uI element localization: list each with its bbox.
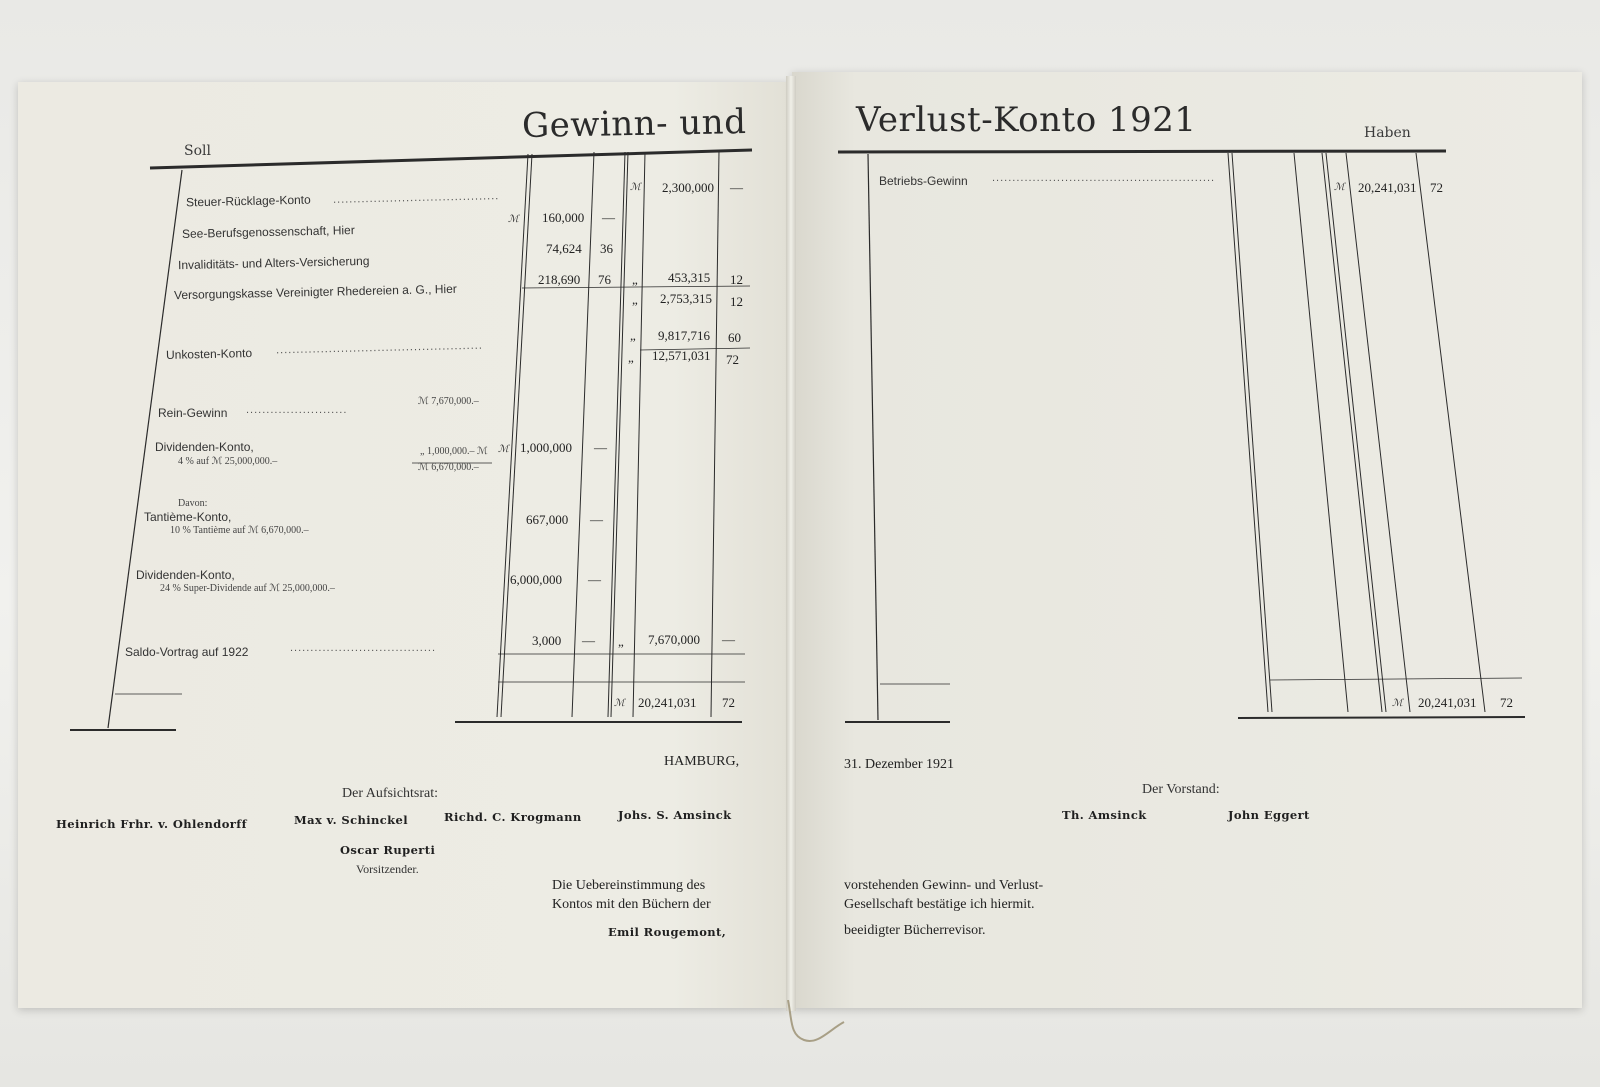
entry-invalid: Invaliditäts- und Alters-Versicherung: [177, 253, 370, 273]
cents-versorgung-sum: 12: [730, 272, 743, 287]
cents-total-right: 72: [1500, 695, 1513, 710]
amount-div2: 6,000,000: [510, 572, 562, 587]
amount-betrieb: 20,241,031: [1358, 180, 1417, 195]
signatory: Heinrich Frhr. v. Ohlendorff: [56, 817, 247, 831]
soll-label: Soll: [184, 143, 211, 159]
entry-dividenden2: Dividenden-Konto,: [136, 568, 235, 582]
chair-name: Oscar Ruperti: [340, 843, 436, 857]
dot-leader: .......................................................: [992, 172, 1216, 184]
dividenden1-sub: 4 % auf ℳ 25,000,000.–: [178, 456, 278, 467]
title-right: Verlust-Konto 1921: [856, 100, 1197, 140]
amount-subtotal2: 12,571,031: [652, 348, 711, 363]
cents-saldo2: —: [722, 632, 735, 647]
davon-label: Davon:: [178, 498, 208, 509]
cents-see: —: [602, 210, 615, 225]
ditto-mark: „: [628, 350, 634, 365]
amount-saldo2: 7,670,000: [648, 632, 700, 647]
signatory: Richd. C. Krogmann: [444, 810, 582, 824]
chair-role: Vorsitzender.: [356, 862, 419, 876]
entry-steuer: Steuer-Rücklage-Konto: [185, 192, 311, 210]
aufsichtsrat-label: Der Aufsichtsrat:: [342, 786, 439, 801]
div-amount-b: ℳ 6,670,000.–: [418, 462, 479, 473]
amount-unkosten: 9,817,716: [658, 328, 710, 343]
city-label: HAMBURG,: [664, 754, 740, 769]
mark-sign: ℳ: [1334, 182, 1345, 193]
audit-text-left: Die Uebereinstimmung des: [552, 878, 706, 893]
dot-leader: .........................................: [332, 190, 500, 206]
entry-versorgung: Versorgungskasse Vereinigter Rhedereien a. G., Hier: [173, 281, 457, 303]
ditto-mark: „: [630, 328, 636, 343]
dot-leader: ...................................................: [275, 339, 483, 357]
amount-div1: 1,000,000: [520, 440, 572, 455]
amount-subtotal1: 2,753,315: [660, 291, 712, 306]
amount-total-left: 20,241,031: [638, 695, 697, 710]
cents-unkosten: 60: [728, 330, 741, 345]
mark-sign: ℳ: [614, 698, 625, 709]
signatory: John Eggert: [1228, 808, 1310, 822]
mark-sign: ℳ: [508, 214, 519, 225]
cents-steuer: —: [730, 180, 743, 195]
cents-total-left: 72: [722, 695, 735, 710]
haben-label: Haben: [1364, 125, 1411, 141]
tantieme-sub: 10 % Tantième auf ℳ 6,670,000.–: [170, 525, 309, 536]
cents-invalid: 36: [600, 241, 613, 256]
signatory: Johs. S. Amsinck: [618, 808, 732, 822]
signatory: Max v. Schinckel: [294, 813, 409, 827]
entry-see: See-Berufsgenossenschaft, Hier: [181, 223, 355, 241]
cents-tantieme: —: [590, 512, 603, 527]
cents-subtotal1: 12: [730, 294, 743, 309]
title-left: Gewinn- und: [521, 102, 747, 146]
dividenden2-sub: 24 % Super-Dividende auf ℳ 25,000,000.–: [160, 583, 335, 594]
amount-saldo1: 3,000: [532, 633, 562, 648]
cents-div2: —: [588, 572, 601, 587]
ditto-mark: „: [618, 634, 624, 649]
amount-steuer: 2,300,000: [662, 180, 714, 195]
cents-versorgung: 76: [598, 272, 611, 287]
cents-subtotal2: 72: [726, 352, 739, 367]
mark-sign: ℳ: [498, 444, 509, 455]
ditto-mark: „: [632, 272, 638, 287]
cents-betrieb: 72: [1430, 180, 1443, 195]
mark-sign: ℳ: [630, 182, 641, 193]
amount-tantieme: 667,000: [526, 512, 569, 527]
entry-saldo: Saldo-Vortrag auf 1922: [125, 645, 249, 659]
auditor-name: Emil Rougemont,: [608, 925, 727, 939]
amount-total-right: 20,241,031: [1418, 695, 1477, 710]
amount-versorgung-sum: 453,315: [668, 270, 711, 285]
dot-leader: .........................: [246, 404, 348, 416]
rein-amount: ℳ 7,670,000.–: [418, 396, 479, 407]
ditto-mark: „: [632, 292, 638, 307]
entry-betrieb: Betriebs-Gewinn: [879, 174, 968, 188]
vorstand-label: Der Vorstand:: [1142, 782, 1220, 797]
signatory: Th. Amsinck: [1062, 808, 1147, 822]
entry-unkosten: Unkosten-Konto: [165, 346, 253, 362]
date-label: 31. Dezember 1921: [844, 757, 955, 772]
dot-leader: ....................................: [290, 642, 437, 654]
amount-see: 160,000: [542, 210, 585, 225]
entry-tantieme: Tantième-Konto,: [144, 510, 232, 524]
audit-text-right: Gesellschaft bestätige ich hiermit.: [844, 897, 1035, 912]
entry-dividenden1: Dividenden-Konto,: [155, 440, 254, 454]
mark-sign: ℳ: [1392, 698, 1403, 709]
entry-rein: Rein-Gewinn: [158, 406, 228, 420]
div-amount-a: „ 1,000,000.– ℳ: [420, 446, 488, 457]
audit-text-right: vorstehenden Gewinn- und Verlust-: [844, 878, 1044, 893]
auditor-role: beeidigter Bücherrevisor.: [844, 923, 986, 938]
cents-saldo1: —: [582, 633, 595, 648]
amount-versorgung: 218,690: [538, 272, 581, 287]
cents-div1: —: [594, 440, 607, 455]
audit-text-left: Kontos mit den Büchern der: [552, 897, 711, 912]
amount-invalid: 74,624: [546, 241, 582, 256]
